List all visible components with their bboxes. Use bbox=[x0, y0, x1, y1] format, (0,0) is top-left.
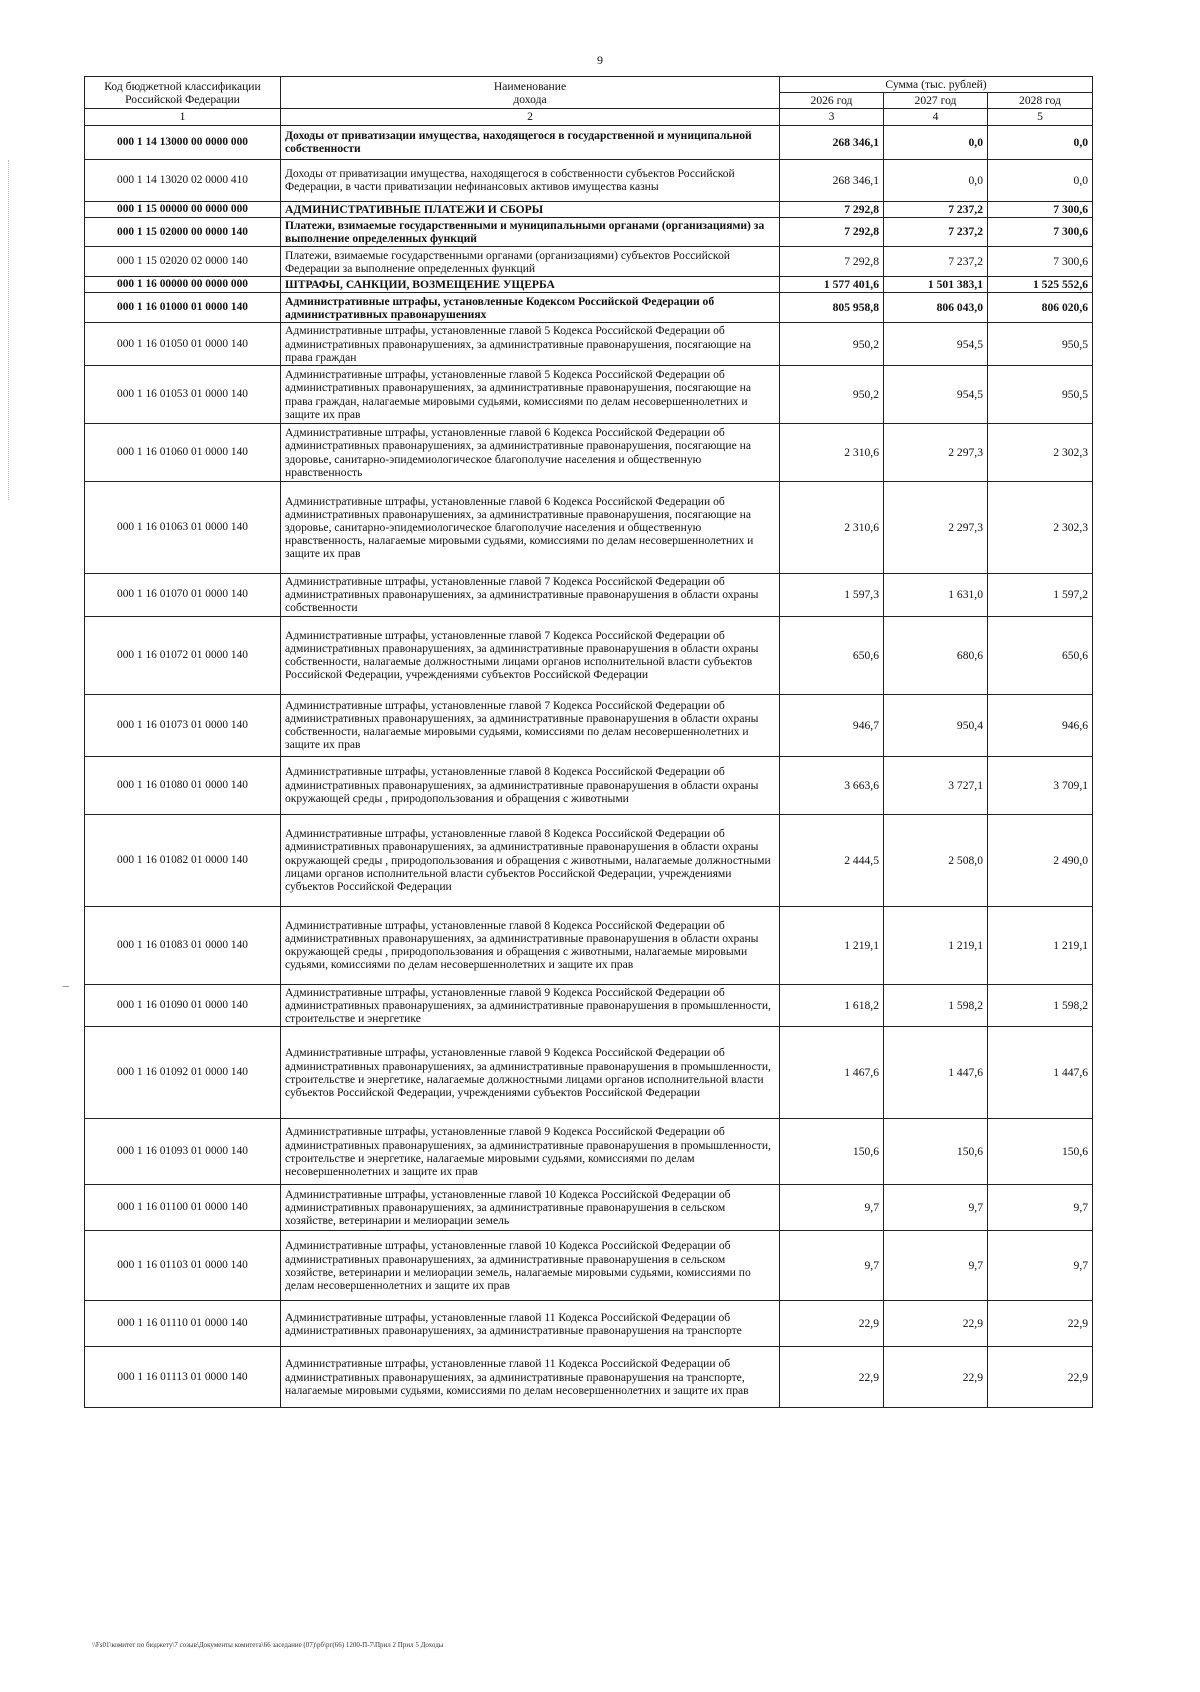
row-name: Административные штрафы, установленные главой 5 Кодекса Российской Федерации об административных правонарушениях, за административные правонарушения, посягающие на права граждан bbox=[281, 323, 780, 366]
row-code: 000 1 14 13020 02 0000 410 bbox=[85, 159, 281, 201]
row-code: 000 1 16 01000 01 0000 140 bbox=[85, 293, 281, 323]
row-value-2026: 268 346,1 bbox=[780, 125, 884, 159]
row-name: Доходы от приватизации имущества, находящегося в собственности субъектов Российской Федерации, в части приватизации нефинансовых активов имущества казны bbox=[281, 159, 780, 201]
table-row bbox=[85, 984, 1093, 1027]
table-row bbox=[85, 1119, 1093, 1185]
row-value-2027: 7 237,2 bbox=[884, 201, 988, 217]
row-value-2026: 1 577 401,6 bbox=[780, 277, 884, 293]
row-code: 000 1 16 01060 01 0000 140 bbox=[85, 424, 281, 482]
row-value-2027: 1 631,0 bbox=[884, 574, 988, 617]
row-value-2026: 3 663,6 bbox=[780, 756, 884, 814]
row-name: Административные штрафы, установленные главой 7 Кодекса Российской Федерации об административных правонарушениях, за административные правонарушения в области охраны собственности, налагаемые мировыми судьями, комиссиями по делам несовершеннолетних и защите их прав bbox=[281, 694, 780, 756]
row-value-2026: 2 310,6 bbox=[780, 424, 884, 482]
table-body bbox=[85, 125, 1093, 1408]
row-value-2028: 806 020,6 bbox=[988, 293, 1093, 323]
row-name: Административные штрафы, установленные главой 9 Кодекса Российской Федерации об административных правонарушениях, за административные правонарушения в промышленности, строительстве и энергетике bbox=[281, 984, 780, 1027]
row-value-2027: 680,6 bbox=[884, 616, 988, 694]
table-row bbox=[85, 424, 1093, 482]
header-col-number: 4 bbox=[884, 109, 988, 125]
row-value-2026: 2 310,6 bbox=[780, 482, 884, 574]
table-row bbox=[85, 1347, 1093, 1408]
row-value-2027: 150,6 bbox=[884, 1119, 988, 1185]
row-value-2026: 1 467,6 bbox=[780, 1027, 884, 1119]
table-row bbox=[85, 366, 1093, 424]
row-value-2026: 1 219,1 bbox=[780, 906, 884, 984]
table-row bbox=[85, 217, 1093, 246]
row-value-2027: 2 297,3 bbox=[884, 482, 988, 574]
row-name: Административные штрафы, установленные главой 11 Кодекса Российской Федерации об административных правонарушениях, за административные правонарушения на транспорте, налагаемые мировыми судьями, комиссиями по делам несовершеннолетних и защите их прав bbox=[281, 1347, 780, 1408]
row-name: Платежи, взимаемые государственными и муниципальными органами (организациями) за выполнение определенных функций bbox=[281, 217, 780, 246]
header-col-number: 2 bbox=[281, 109, 780, 125]
row-value-2027: 954,5 bbox=[884, 366, 988, 424]
row-value-2028: 22,9 bbox=[988, 1301, 1093, 1347]
table-row bbox=[85, 159, 1093, 201]
table-row bbox=[85, 125, 1093, 159]
row-value-2028: 2 302,3 bbox=[988, 424, 1093, 482]
row-value-2028: 3 709,1 bbox=[988, 756, 1093, 814]
row-value-2027: 7 237,2 bbox=[884, 247, 988, 277]
row-value-2027: 22,9 bbox=[884, 1301, 988, 1347]
row-value-2028: 650,6 bbox=[988, 616, 1093, 694]
row-name: Платежи, взимаемые государственными органами (организациями) субъектов Российской Федерации за выполнение определенных функций bbox=[281, 247, 780, 277]
row-code: 000 1 15 02000 00 0000 140 bbox=[85, 217, 281, 246]
table-row bbox=[85, 323, 1093, 366]
row-value-2026: 9,7 bbox=[780, 1231, 884, 1301]
row-value-2028: 950,5 bbox=[988, 366, 1093, 424]
row-code: 000 1 16 01083 01 0000 140 bbox=[85, 906, 281, 984]
row-name: Административные штрафы, установленные главой 11 Кодекса Российской Федерации об административных правонарушениях, за административные правонарушения на транспорте bbox=[281, 1301, 780, 1347]
header-name-line2: дохода bbox=[513, 92, 547, 106]
row-value-2028: 1 447,6 bbox=[988, 1027, 1093, 1119]
row-code: 000 1 14 13000 00 0000 000 bbox=[85, 125, 281, 159]
row-value-2026: 7 292,8 bbox=[780, 201, 884, 217]
row-value-2028: 946,6 bbox=[988, 694, 1093, 756]
row-value-2026: 7 292,8 bbox=[780, 217, 884, 246]
row-code: 000 1 16 01103 01 0000 140 bbox=[85, 1231, 281, 1301]
header-name-line1: Наименование bbox=[493, 79, 567, 93]
row-name: АДМИНИСТРАТИВНЫЕ ПЛАТЕЖИ И СБОРЫ bbox=[281, 201, 780, 217]
row-value-2026: 1 618,2 bbox=[780, 984, 884, 1027]
row-value-2027: 806 043,0 bbox=[884, 293, 988, 323]
row-value-2026: 9,7 bbox=[780, 1185, 884, 1231]
row-name: Административные штрафы, установленные главой 6 Кодекса Российской Федерации об административных правонарушениях, за административные правонарушения, посягающие на здоровье, санитарно-эпидемиологическое благополучие населения и общественную нравственность, налагаемые мировыми судьями, комиссиями по делам несовершеннолетних и защите их прав bbox=[281, 482, 780, 574]
row-value-2027: 22,9 bbox=[884, 1347, 988, 1408]
row-name: Административные штрафы, установленные главой 9 Кодекса Российской Федерации об административных правонарушениях, за административные правонарушения в промышленности, строительстве и энергетике, налагаемые мировыми судьями, комиссиями по делам несовершеннолетних и защите их прав bbox=[281, 1119, 780, 1185]
row-value-2027: 0,0 bbox=[884, 125, 988, 159]
row-value-2027: 1 447,6 bbox=[884, 1027, 988, 1119]
table-row bbox=[85, 1301, 1093, 1347]
row-code: 000 1 16 01093 01 0000 140 bbox=[85, 1119, 281, 1185]
header-code: Код бюджетной классификации Российской Федерации bbox=[85, 77, 281, 109]
table-row bbox=[85, 814, 1093, 906]
header-col-number: 5 bbox=[988, 109, 1093, 125]
row-value-2027: 950,4 bbox=[884, 694, 988, 756]
row-name: Административные штрафы, установленные главой 5 Кодекса Российской Федерации об административных правонарушениях, за административные правонарушения, посягающие на права граждан, налагаемые мировыми судьями, комиссиями по делам несовершеннолетних и защите их прав bbox=[281, 366, 780, 424]
row-value-2028: 150,6 bbox=[988, 1119, 1093, 1185]
row-value-2026: 22,9 bbox=[780, 1347, 884, 1408]
row-value-2028: 7 300,6 bbox=[988, 247, 1093, 277]
row-name: Доходы от приватизации имущества, находящегося в государственной и муниципальной собственности bbox=[281, 125, 780, 159]
row-code: 000 1 16 01100 01 0000 140 bbox=[85, 1185, 281, 1231]
row-value-2028: 9,7 bbox=[988, 1231, 1093, 1301]
header-year-2027: 2027 год bbox=[884, 93, 988, 109]
header-sum: Сумма (тыс. рублей) bbox=[780, 77, 1093, 93]
row-name: Административные штрафы, установленные главой 9 Кодекса Российской Федерации об административных правонарушениях, за административные правонарушения в промышленности, строительстве и энергетике, налагаемые должностными лицами органов исполнительной власти субъектов Российской Федерации, учреждениями субъектов Российской Федерации bbox=[281, 1027, 780, 1119]
page-number: 9 bbox=[597, 53, 603, 67]
table-row bbox=[85, 694, 1093, 756]
row-value-2028: 1 525 552,6 bbox=[988, 277, 1093, 293]
row-value-2026: 150,6 bbox=[780, 1119, 884, 1185]
row-code: 000 1 16 01090 01 0000 140 bbox=[85, 984, 281, 1027]
scan-margin-dash bbox=[63, 986, 69, 987]
table-row bbox=[85, 293, 1093, 323]
row-value-2026: 650,6 bbox=[780, 616, 884, 694]
table-row bbox=[85, 616, 1093, 694]
row-value-2028: 7 300,6 bbox=[988, 217, 1093, 246]
row-value-2027: 3 727,1 bbox=[884, 756, 988, 814]
row-value-2027: 954,5 bbox=[884, 323, 988, 366]
row-value-2027: 9,7 bbox=[884, 1185, 988, 1231]
table-row bbox=[85, 1185, 1093, 1231]
row-name: ШТРАФЫ, САНКЦИИ, ВОЗМЕЩЕНИЕ УЩЕРБА bbox=[281, 277, 780, 293]
row-value-2026: 268 346,1 bbox=[780, 159, 884, 201]
table-row bbox=[85, 482, 1093, 574]
footer-file-path: \\Fs01\комитет по бюджету\7 созыв\Документы комитета\66 заседание (07)\рб\рг(66) 1200-П-7\Прил 2 Прил 5 Доходы bbox=[92, 1641, 444, 1649]
row-value-2027: 7 237,2 bbox=[884, 217, 988, 246]
row-name: Административные штрафы, установленные главой 7 Кодекса Российской Федерации об административных правонарушениях, за административные правонарушения в области охраны собственности, налагаемые должностными лицами органов исполнительной власти субъектов Российской Федерации, учреждениями субъектов Российской Федерации bbox=[281, 616, 780, 694]
scan-margin-marks bbox=[8, 160, 11, 500]
row-code: 000 1 16 01092 01 0000 140 bbox=[85, 1027, 281, 1119]
row-code: 000 1 16 01050 01 0000 140 bbox=[85, 323, 281, 366]
table-row bbox=[85, 247, 1093, 277]
table-row bbox=[85, 906, 1093, 984]
header-year-2026: 2026 год bbox=[780, 93, 884, 109]
row-value-2028: 2 490,0 bbox=[988, 814, 1093, 906]
row-value-2028: 0,0 bbox=[988, 159, 1093, 201]
row-value-2027: 0,0 bbox=[884, 159, 988, 201]
row-code: 000 1 16 01073 01 0000 140 bbox=[85, 694, 281, 756]
row-value-2026: 7 292,8 bbox=[780, 247, 884, 277]
row-name: Административные штрафы, установленные главой 8 Кодекса Российской Федерации об административных правонарушениях, за административные правонарушения в области охраны окружающей среды , природопользования и обращения с животными, налагаемые мировыми судьями, комиссиями по делам несовершеннолетних и защите их прав bbox=[281, 906, 780, 984]
row-code: 000 1 16 01072 01 0000 140 bbox=[85, 616, 281, 694]
table-row bbox=[85, 277, 1093, 293]
row-value-2027: 1 219,1 bbox=[884, 906, 988, 984]
row-name: Административные штрафы, установленные главой 8 Кодекса Российской Федерации об административных правонарушениях, за административные правонарушения в области охраны окружающей среды , природопользования и обращения с животными, налагаемые должностными лицами органов исполнительной власти субъектов Российской Федерации, учреждениями субъектов Российской Федерации bbox=[281, 814, 780, 906]
row-name: Административные штрафы, установленные главой 6 Кодекса Российской Федерации об административных правонарушениях, за административные правонарушения, посягающие на здоровье, санитарно-эпидемиологическое благополучие населения и общественную нравственность bbox=[281, 424, 780, 482]
row-code: 000 1 16 01070 01 0000 140 bbox=[85, 574, 281, 617]
table-row bbox=[85, 574, 1093, 617]
table-row bbox=[85, 1231, 1093, 1301]
row-code: 000 1 16 01082 01 0000 140 bbox=[85, 814, 281, 906]
row-code: 000 1 16 01080 01 0000 140 bbox=[85, 756, 281, 814]
row-value-2028: 1 598,2 bbox=[988, 984, 1093, 1027]
row-value-2028: 7 300,6 bbox=[988, 201, 1093, 217]
row-value-2028: 1 219,1 bbox=[988, 906, 1093, 984]
table-row bbox=[85, 1027, 1093, 1119]
row-value-2026: 946,7 bbox=[780, 694, 884, 756]
row-value-2028: 2 302,3 bbox=[988, 482, 1093, 574]
row-value-2027: 9,7 bbox=[884, 1231, 988, 1301]
row-value-2026: 1 597,3 bbox=[780, 574, 884, 617]
row-name: Административные штрафы, установленные главой 10 Кодекса Российской Федерации об административных правонарушениях, за административные правонарушения в сельском хозяйстве, ветеринарии и мелиорации земель bbox=[281, 1185, 780, 1231]
row-value-2028: 950,5 bbox=[988, 323, 1093, 366]
row-value-2027: 2 297,3 bbox=[884, 424, 988, 482]
row-value-2026: 805 958,8 bbox=[780, 293, 884, 323]
row-code: 000 1 15 02020 02 0000 140 bbox=[85, 247, 281, 277]
row-code: 000 1 16 01113 01 0000 140 bbox=[85, 1347, 281, 1408]
header-col-number: 3 bbox=[780, 109, 884, 125]
row-value-2026: 22,9 bbox=[780, 1301, 884, 1347]
row-value-2028: 0,0 bbox=[988, 125, 1093, 159]
header-year-2028: 2028 год bbox=[988, 93, 1093, 109]
row-value-2026: 950,2 bbox=[780, 366, 884, 424]
row-value-2027: 2 508,0 bbox=[884, 814, 988, 906]
row-value-2026: 950,2 bbox=[780, 323, 884, 366]
table-row bbox=[85, 756, 1093, 814]
row-code: 000 1 16 01053 01 0000 140 bbox=[85, 366, 281, 424]
row-name: Административные штрафы, установленные Кодексом Российской Федерации об административных правонарушениях bbox=[281, 293, 780, 323]
table-row bbox=[85, 201, 1093, 217]
budget-revenue-table bbox=[84, 76, 1093, 1408]
row-name: Административные штрафы, установленные главой 8 Кодекса Российской Федерации об административных правонарушениях, за административные правонарушения в области охраны окружающей среды , природопользования и обращения с животными bbox=[281, 756, 780, 814]
row-name: Административные штрафы, установленные главой 10 Кодекса Российской Федерации об административных правонарушениях, за административные правонарушения в сельском хозяйстве, ветеринарии и мелиорации земель, налагаемые мировыми судьями, комиссиями по делам несовершеннолетних и защите их прав bbox=[281, 1231, 780, 1301]
row-value-2028: 1 597,2 bbox=[988, 574, 1093, 617]
row-value-2028: 9,7 bbox=[988, 1185, 1093, 1231]
row-value-2027: 1 501 383,1 bbox=[884, 277, 988, 293]
header-name bbox=[281, 77, 780, 109]
row-name: Административные штрафы, установленные главой 7 Кодекса Российской Федерации об административных правонарушениях, за административные правонарушения в области охраны собственности bbox=[281, 574, 780, 617]
row-code: 000 1 16 00000 00 0000 000 bbox=[85, 277, 281, 293]
header-col-number: 1 bbox=[85, 109, 281, 125]
row-value-2026: 2 444,5 bbox=[780, 814, 884, 906]
row-value-2027: 1 598,2 bbox=[884, 984, 988, 1027]
row-code: 000 1 16 01110 01 0000 140 bbox=[85, 1301, 281, 1347]
row-value-2028: 22,9 bbox=[988, 1347, 1093, 1408]
row-code: 000 1 16 01063 01 0000 140 bbox=[85, 482, 281, 574]
row-code: 000 1 15 00000 00 0000 000 bbox=[85, 201, 281, 217]
